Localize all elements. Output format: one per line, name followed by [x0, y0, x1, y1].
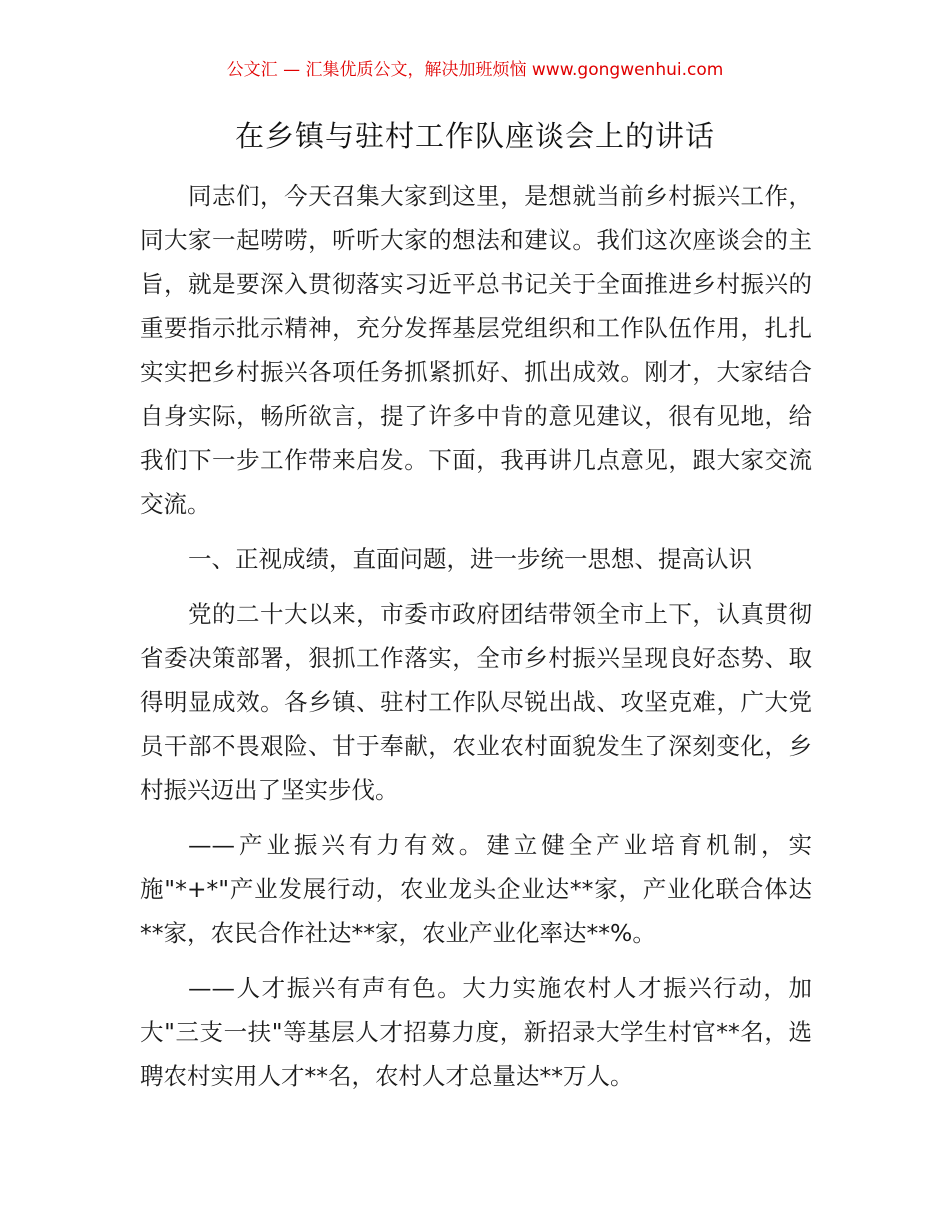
paragraph-talent: ——人才振兴有声有色。大力实施农村人才振兴行动，加大"三支一扶"等基层人才招募力度，新招录大学生村官**名，选聘农村实用人才**名，农村人才总量达**万人。	[140, 974, 812, 1090]
document-body	[140, 174, 812, 1109]
paragraph-achievements: 党的二十大以来，市委市政府团结带领全市上下，认真贯彻省委决策部署，狠抓工作落实，全市乡村振兴呈现良好态势、取得明显成效。各乡镇、驻村工作队尽锐出战、攻坚克难，广大党员干部不畏艰险、甘于奉献，农业农村面貌发生了深刻变化，乡村振兴迈出了坚实步伐。	[140, 600, 812, 804]
section-heading-1: 一、正视成绩，直面问题，进一步统一思想、提高认识	[188, 545, 752, 573]
paragraph-industry: ——产业振兴有力有效。建立健全产业培育机制，实施"*+*"产业发展行动，农业龙头企业达**家，产业化联合体达**家，农民合作社达**家，农业产业化率达**%。	[140, 831, 812, 947]
paragraph-opening: 同志们，今天召集大家到这里，是想就当前乡村振兴工作，同大家一起唠唠，听听大家的想法和建议。我们这次座谈会的主旨，就是要深入贯彻落实习近平总书记关于全面推进乡村振兴的重要指示批示精神，充分发挥基层党组织和工作队伍作用，扎扎实实把乡村振兴各项任务抓紧抓好、抓出成效。刚才，大家结合自身实际，畅所欲言，提了许多中肯的意见建议，很有见地，给我们下一步工作带来启发。下面，我再讲几点意见，跟大家交流交流。	[140, 182, 812, 518]
site-banner: 公文汇 — 汇集优质公文，解决加班烦恼 www.gongwenhui.com	[226, 60, 724, 80]
page-title: 在乡镇与驻村工作队座谈会上的讲话	[234, 119, 715, 153]
